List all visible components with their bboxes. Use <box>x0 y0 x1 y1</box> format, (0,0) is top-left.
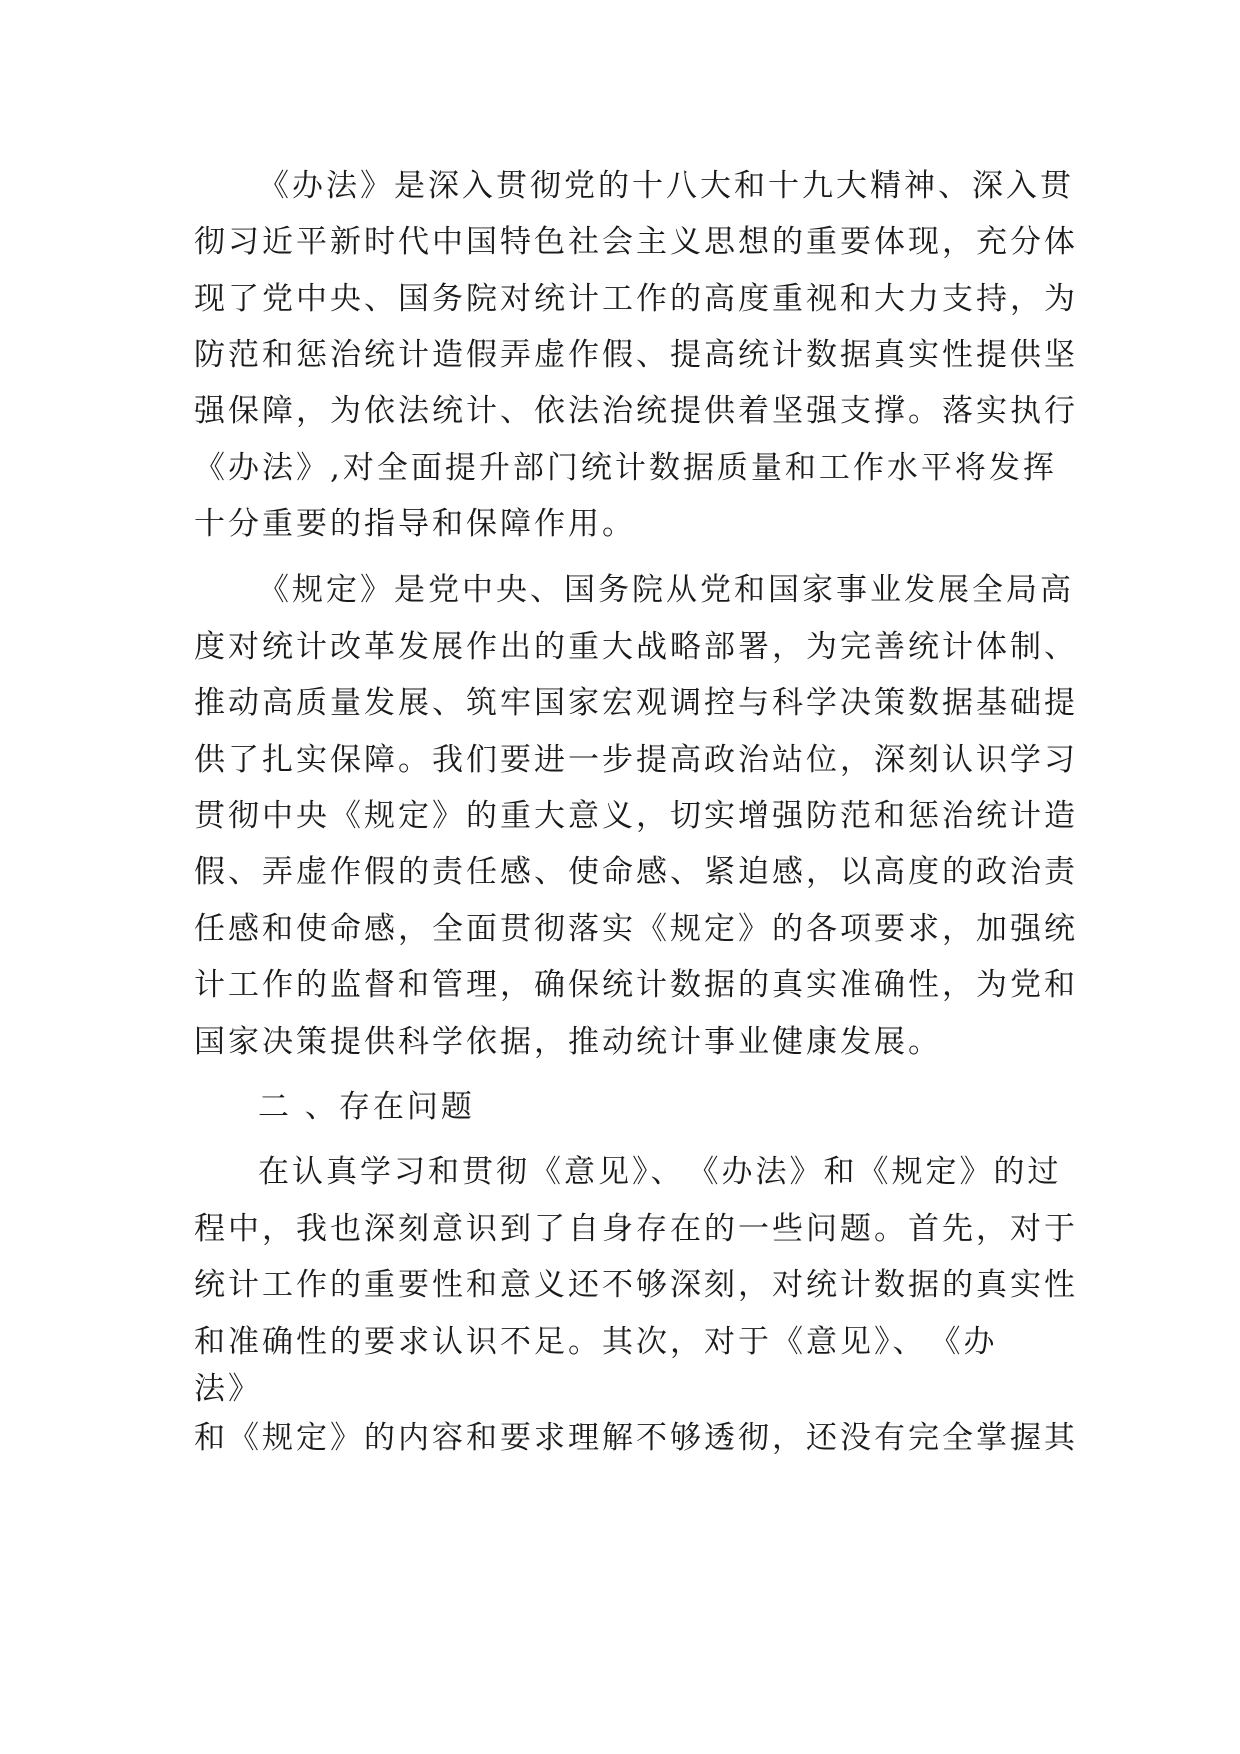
text-line: 现了党中央、国务院对统计工作的高度重视和大力支持，为 <box>194 281 1078 317</box>
text-line: 和《规定》的内容和要求理解不够透彻，还没有完全掌握其 <box>194 1420 1078 1456</box>
text-line: 十分重要的指导和保障作用。 <box>194 506 636 542</box>
text-line: 任感和使命感，全面贯彻落实《规定》的各项要求，加强统 <box>194 911 1078 947</box>
text-line: 《办法》,对全面提升部门统计数据质量和工作水平将发挥 <box>194 450 1057 486</box>
text-line: 在认真学习和贯彻《意见》、 《办法》和《规定》的过 <box>258 1154 1062 1190</box>
text-line: 贯彻中央《规定》的重大意义，切实增强防范和惩治统计造 <box>194 798 1078 834</box>
text-line: 程中，我也深刻意识到了自身存在的一些问题。首先，对于 <box>194 1211 1078 1247</box>
section-heading: 二 、存在问题 <box>258 1089 475 1125</box>
text-line: 假、弄虚作假的责任感、使命感、紧迫感，以高度的政治责 <box>194 854 1078 890</box>
text-line: 防范和惩治统计造假弄虚作假、提高统计数据真实性提供坚 <box>194 337 1078 373</box>
text-line: 计工作的监督和管理，确保统计数据的真实准确性，为党和 <box>194 967 1078 1003</box>
text-line: 《办法》是深入贯彻党的十八大和十九大精神、深入贯 <box>258 168 1074 204</box>
text-line: 推动高质量发展、筑牢国家宏观调控与科学决策数据基础提 <box>194 685 1078 721</box>
text-line: 供了扎实保障。我们要进一步提高政治站位，深刻认识学习 <box>194 742 1078 778</box>
text-line: 度对统计改革发展作出的重大战略部署，为完善统计体制、 <box>194 629 1078 665</box>
text-line: 彻习近平新时代中国特色社会主义思想的重要体现，充分体 <box>194 224 1078 260</box>
text-line: 强保障，为依法统计、依法治统提供着坚强支撑。落实执行 <box>194 393 1078 429</box>
text-line: 法》 <box>194 1371 262 1407</box>
text-line: 《规定》是党中央、国务院从党和国家事业发展全局高 <box>258 572 1074 608</box>
text-line: 和准确性的要求认识不足。其次，对于《意见》、 《办 <box>194 1324 998 1360</box>
text-line: 统计工作的重要性和意义还不够深刻，对统计数据的真实性 <box>194 1267 1078 1303</box>
text-line: 国家决策提供科学依据，推动统计事业健康发展。 <box>194 1024 942 1060</box>
